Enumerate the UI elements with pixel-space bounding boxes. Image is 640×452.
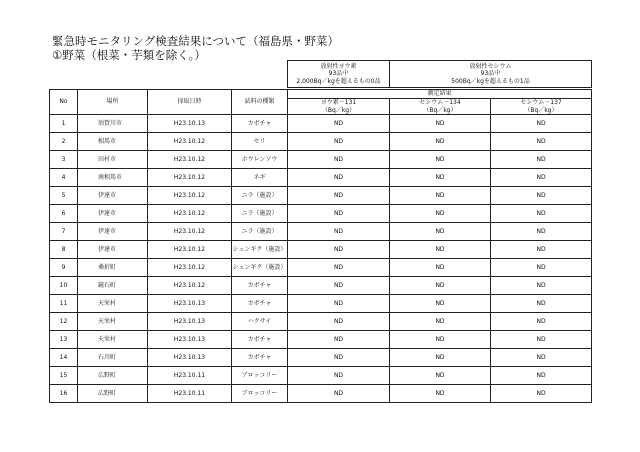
cell-date: H23.10.12 bbox=[148, 187, 232, 205]
cell-place: 須賀川市 bbox=[78, 115, 148, 133]
cell-cs137: ND bbox=[491, 223, 592, 241]
cell-place: 石川町 bbox=[78, 349, 148, 367]
cell-cs137: ND bbox=[491, 169, 592, 187]
cell-place: 桑折町 bbox=[78, 259, 148, 277]
cell-place: 伊達市 bbox=[78, 187, 148, 205]
cell-date: H23.10.12 bbox=[148, 259, 232, 277]
summary-cesium-label: 放射性セシウム bbox=[469, 62, 512, 70]
results-table bbox=[49, 89, 592, 403]
cell-cs137: ND bbox=[491, 133, 592, 151]
table-row bbox=[50, 169, 592, 187]
cell-cs134: ND bbox=[390, 241, 491, 259]
cell-cs137: ND bbox=[491, 115, 592, 133]
cell-cs134: ND bbox=[390, 331, 491, 349]
cs134-label: セシウム－134 bbox=[419, 99, 461, 106]
cell-no: 12 bbox=[50, 313, 78, 331]
cell-date: H23.10.13 bbox=[148, 313, 232, 331]
cell-no: 16 bbox=[50, 385, 78, 403]
cell-cs134: ND bbox=[390, 259, 491, 277]
cell-place: 南相馬市 bbox=[78, 169, 148, 187]
document-subtitle: ①野菜（根菜・芋類を除く。） bbox=[52, 48, 206, 62]
cell-no: 9 bbox=[50, 259, 78, 277]
cell-date: H23.10.12 bbox=[148, 223, 232, 241]
cell-place: 広野町 bbox=[78, 385, 148, 403]
cell-iodine131: ND bbox=[288, 205, 390, 223]
summary-iodine-count: 93品中 bbox=[328, 70, 349, 78]
cell-date: H23.10.12 bbox=[148, 133, 232, 151]
cell-sample: ニラ（施設） bbox=[232, 223, 288, 241]
cell-cs137: ND bbox=[491, 151, 592, 169]
cell-date: H23.10.13 bbox=[148, 115, 232, 133]
cell-place: 天栄村 bbox=[78, 313, 148, 331]
cell-cs137: ND bbox=[491, 295, 592, 313]
cell-sample: ブロッコリー bbox=[232, 367, 288, 385]
cell-sample: ニラ（施設） bbox=[232, 205, 288, 223]
cell-cs134: ND bbox=[390, 187, 491, 205]
cell-iodine131: ND bbox=[288, 367, 390, 385]
cell-cs134: ND bbox=[390, 349, 491, 367]
cell-cs134: ND bbox=[390, 169, 491, 187]
cell-cs137: ND bbox=[491, 187, 592, 205]
cell-iodine131: ND bbox=[288, 385, 390, 403]
cell-cs137: ND bbox=[491, 259, 592, 277]
cell-no: 15 bbox=[50, 367, 78, 385]
cell-place: 田村市 bbox=[78, 151, 148, 169]
cell-sample: ネギ bbox=[232, 169, 288, 187]
col-header-cs137 bbox=[491, 99, 592, 115]
cell-iodine131: ND bbox=[288, 313, 390, 331]
cell-no: 1 bbox=[50, 115, 78, 133]
cell-iodine131: ND bbox=[288, 295, 390, 313]
cell-cs134: ND bbox=[390, 133, 491, 151]
cell-date: H23.10.12 bbox=[148, 205, 232, 223]
cell-date: H23.10.13 bbox=[148, 349, 232, 367]
cell-no: 14 bbox=[50, 349, 78, 367]
cell-place: 鏡石町 bbox=[78, 277, 148, 295]
cell-sample: セリ bbox=[232, 133, 288, 151]
cell-iodine131: ND bbox=[288, 349, 390, 367]
table-row bbox=[50, 223, 592, 241]
cell-no: 8 bbox=[50, 241, 78, 259]
cell-sample: カボチャ bbox=[232, 115, 288, 133]
cell-sample: ハクサイ bbox=[232, 313, 288, 331]
cell-iodine131: ND bbox=[288, 259, 390, 277]
cell-cs134: ND bbox=[390, 223, 491, 241]
cell-sample: ホウレンソウ bbox=[232, 151, 288, 169]
cell-no: 3 bbox=[50, 151, 78, 169]
cell-date: H23.10.11 bbox=[148, 385, 232, 403]
table-row bbox=[50, 259, 592, 277]
cell-date: H23.10.12 bbox=[148, 241, 232, 259]
cell-date: H23.10.12 bbox=[148, 277, 232, 295]
cs134-unit: （Bq／kg） bbox=[423, 106, 457, 114]
cell-sample: カボチャ bbox=[232, 295, 288, 313]
cell-no: 7 bbox=[50, 223, 78, 241]
table-row bbox=[50, 151, 592, 169]
col-header-iodine131 bbox=[288, 99, 390, 115]
col-header-no: No bbox=[50, 90, 78, 115]
cell-iodine131: ND bbox=[288, 115, 390, 133]
cell-cs137: ND bbox=[491, 205, 592, 223]
table-row bbox=[50, 133, 592, 151]
cell-sample: ニラ（施設） bbox=[232, 187, 288, 205]
table-row bbox=[50, 241, 592, 259]
table-row bbox=[50, 187, 592, 205]
cell-date: H23.10.13 bbox=[148, 331, 232, 349]
cell-place: 天栄村 bbox=[78, 295, 148, 313]
cell-sample: ブロッコリー bbox=[232, 385, 288, 403]
cs137-label: セシウム－137 bbox=[520, 99, 562, 106]
cs137-unit: （Bq／kg） bbox=[524, 106, 558, 114]
cell-cs137: ND bbox=[491, 385, 592, 403]
col-header-place: 場所 bbox=[78, 90, 148, 115]
col-header-results: 測定結果 bbox=[288, 90, 592, 99]
table-row bbox=[50, 295, 592, 313]
cell-cs134: ND bbox=[390, 385, 491, 403]
cell-sample: シュンギク（施設） bbox=[232, 259, 288, 277]
cell-iodine131: ND bbox=[288, 133, 390, 151]
cell-place: 伊達市 bbox=[78, 241, 148, 259]
cell-place: 伊達市 bbox=[78, 223, 148, 241]
cell-iodine131: ND bbox=[288, 223, 390, 241]
cell-sample: カボチャ bbox=[232, 277, 288, 295]
iodine131-label: ヨウ素－131 bbox=[320, 99, 357, 106]
cell-sample: カボチャ bbox=[232, 349, 288, 367]
table-row bbox=[50, 331, 592, 349]
cell-cs134: ND bbox=[390, 367, 491, 385]
cell-place: 伊達市 bbox=[78, 205, 148, 223]
cell-place: 天栄村 bbox=[78, 331, 148, 349]
col-header-date: 採取日時 bbox=[148, 90, 232, 115]
table-row bbox=[50, 313, 592, 331]
summary-cesium-note: 500Bq／kgを超えるもの1品 bbox=[451, 77, 530, 85]
cell-cs137: ND bbox=[491, 313, 592, 331]
table-row bbox=[50, 367, 592, 385]
summary-iodine-note: 2,000Bq／kgを超えるもの0品 bbox=[296, 77, 381, 85]
cell-no: 6 bbox=[50, 205, 78, 223]
summary-iodine-label: 放射性ヨウ素 bbox=[320, 62, 357, 70]
cell-place: 相馬市 bbox=[78, 133, 148, 151]
document-title: 緊急時モニタリング検査結果について（福島県・野菜） bbox=[52, 34, 340, 48]
cell-sample: カボチャ bbox=[232, 331, 288, 349]
cell-iodine131: ND bbox=[288, 241, 390, 259]
cell-iodine131: ND bbox=[288, 151, 390, 169]
cell-place: 広野町 bbox=[78, 367, 148, 385]
cell-cs137: ND bbox=[491, 367, 592, 385]
col-header-cs134 bbox=[390, 99, 491, 115]
summary-cesium bbox=[390, 61, 592, 88]
cell-cs134: ND bbox=[390, 277, 491, 295]
cell-cs134: ND bbox=[390, 115, 491, 133]
cell-cs134: ND bbox=[390, 151, 491, 169]
cell-cs137: ND bbox=[491, 241, 592, 259]
cell-iodine131: ND bbox=[288, 277, 390, 295]
cell-no: 5 bbox=[50, 187, 78, 205]
cell-date: H23.10.12 bbox=[148, 169, 232, 187]
cell-iodine131: ND bbox=[288, 169, 390, 187]
cell-no: 4 bbox=[50, 169, 78, 187]
cell-cs134: ND bbox=[390, 205, 491, 223]
cell-sample: シュンギク（施設） bbox=[232, 241, 288, 259]
iodine131-unit: （Bq／kg） bbox=[321, 106, 356, 114]
cell-no: 11 bbox=[50, 295, 78, 313]
cell-no: 10 bbox=[50, 277, 78, 295]
summary-box bbox=[287, 60, 592, 88]
cell-no: 2 bbox=[50, 133, 78, 151]
table-row bbox=[50, 385, 592, 403]
cell-iodine131: ND bbox=[288, 331, 390, 349]
table-row bbox=[50, 277, 592, 295]
summary-iodine bbox=[288, 61, 390, 88]
cell-cs137: ND bbox=[491, 349, 592, 367]
table-row bbox=[50, 349, 592, 367]
summary-row bbox=[288, 61, 592, 88]
cell-cs137: ND bbox=[491, 277, 592, 295]
cell-cs134: ND bbox=[390, 313, 491, 331]
cell-date: H23.10.11 bbox=[148, 367, 232, 385]
cell-iodine131: ND bbox=[288, 187, 390, 205]
table-row bbox=[50, 205, 592, 223]
header-row-1 bbox=[50, 90, 592, 99]
table-body bbox=[50, 115, 592, 403]
col-header-sample: 試料の種類 bbox=[232, 90, 288, 115]
cell-cs134: ND bbox=[390, 295, 491, 313]
cell-date: H23.10.12 bbox=[148, 151, 232, 169]
cell-cs137: ND bbox=[491, 331, 592, 349]
table-row bbox=[50, 115, 592, 133]
summary-cesium-count: 93品中 bbox=[480, 70, 501, 78]
cell-date: H23.10.13 bbox=[148, 295, 232, 313]
cell-no: 13 bbox=[50, 331, 78, 349]
